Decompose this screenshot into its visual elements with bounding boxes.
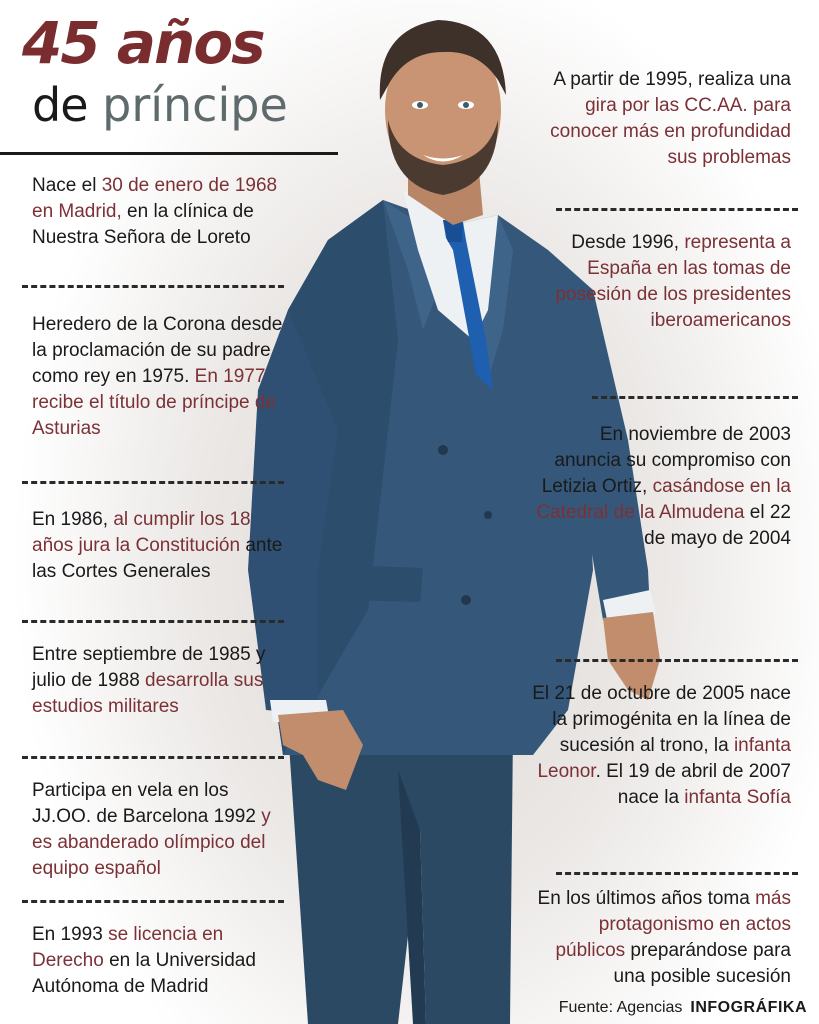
- highlighted-text: al cumplir los 18 años jura la Constitución: [32, 509, 251, 556]
- body-text: En 1986,: [32, 509, 114, 530]
- timeline-entry-daughters: [529, 681, 791, 811]
- timeline-entry-heir: [32, 312, 290, 442]
- body-text: Participa en vela en los JJ.OO. de Barcelona 1992: [32, 780, 262, 827]
- body-text: . El 19 de abril de 2007 nace la: [595, 761, 791, 808]
- timeline-entry-constitution: [32, 507, 290, 585]
- body-text: el 22 de mayo de 2004: [644, 502, 791, 549]
- divider: [556, 872, 798, 875]
- body-text: en la Universidad Autónoma de Madrid: [32, 950, 256, 997]
- divider: [556, 659, 798, 662]
- timeline-entry-tour: [529, 67, 791, 171]
- body-text: Nace el: [32, 175, 102, 196]
- highlighted-text: desarrolla sus estudios militares: [32, 670, 264, 717]
- highlighted-text: se licencia en Derecho: [32, 924, 224, 971]
- body-text: Heredero de la Corona desde la proclamación de su padre como rey en 1975.: [32, 314, 283, 387]
- source-label: Fuente: Agencias: [558, 999, 683, 1016]
- timeline-entry-representation: [529, 230, 791, 334]
- title-divider: [0, 152, 338, 155]
- source-credit: [559, 999, 807, 1017]
- divider: [592, 396, 798, 399]
- body-text: En noviembre de 2003 anuncia su compromiso con Letizia Ortiz,: [541, 424, 791, 497]
- highlighted-text: casándose en la Catedral de la Almudena: [536, 476, 791, 523]
- divider: [22, 285, 284, 288]
- body-text: En los últimos años toma: [537, 888, 756, 909]
- highlighted-text: infanta Sofía: [684, 787, 791, 808]
- timeline-entry-engagement: [529, 422, 791, 552]
- highlighted-text: y es abanderado olímpico del equipo español: [32, 806, 271, 879]
- timeline-entry-military: [32, 642, 290, 720]
- source-brand: INFOGRÁFIKA: [690, 999, 807, 1016]
- page-title: 45 años: [22, 9, 264, 77]
- divider: [556, 208, 798, 211]
- highlighted-text: más protagonismo en actos públicos: [555, 888, 791, 961]
- subtitle-de: de: [32, 78, 88, 132]
- divider: [22, 481, 284, 484]
- body-text: ante las Cortes Generales: [32, 535, 283, 582]
- body-text: Entre septiembre de 1985 y julio de 1988: [32, 644, 266, 691]
- body-text: Desde 1996,: [571, 232, 685, 253]
- highlighted-text: En 1977 recibe el título de príncipe de Asturias: [32, 366, 276, 439]
- page-subtitle: [32, 78, 288, 132]
- divider: [22, 756, 284, 759]
- body-text: preparándose para una posible sucesión: [613, 940, 791, 987]
- highlighted-text: representa a España en las tomas de posesión de los presidentes iberoamericanos: [555, 232, 791, 331]
- body-text: El 21 de octubre de 2005 nace la primogénita en la línea de sucesión al trono, la: [532, 683, 791, 756]
- timeline-entry-birth: [32, 173, 290, 251]
- body-text: En 1993: [32, 924, 109, 945]
- body-text: A partir de 1995, realiza una: [553, 69, 791, 90]
- highlighted-text: infanta Leonor: [537, 735, 791, 782]
- divider: [22, 620, 284, 623]
- timeline-entry-law-degree: [32, 922, 290, 1000]
- timeline-entry-olympics: [32, 778, 290, 882]
- body-text: en la clínica de Nuestra Señora de Loreto: [32, 201, 254, 248]
- subtitle-principe: príncipe: [102, 78, 288, 132]
- highlighted-text: 30 de enero de 1968 en Madrid,: [32, 175, 278, 222]
- timeline-entry-recent-years: [529, 886, 791, 990]
- highlighted-text: gira por las CC.AA. para conocer más en profundidad sus problemas: [550, 95, 791, 168]
- divider: [22, 900, 284, 903]
